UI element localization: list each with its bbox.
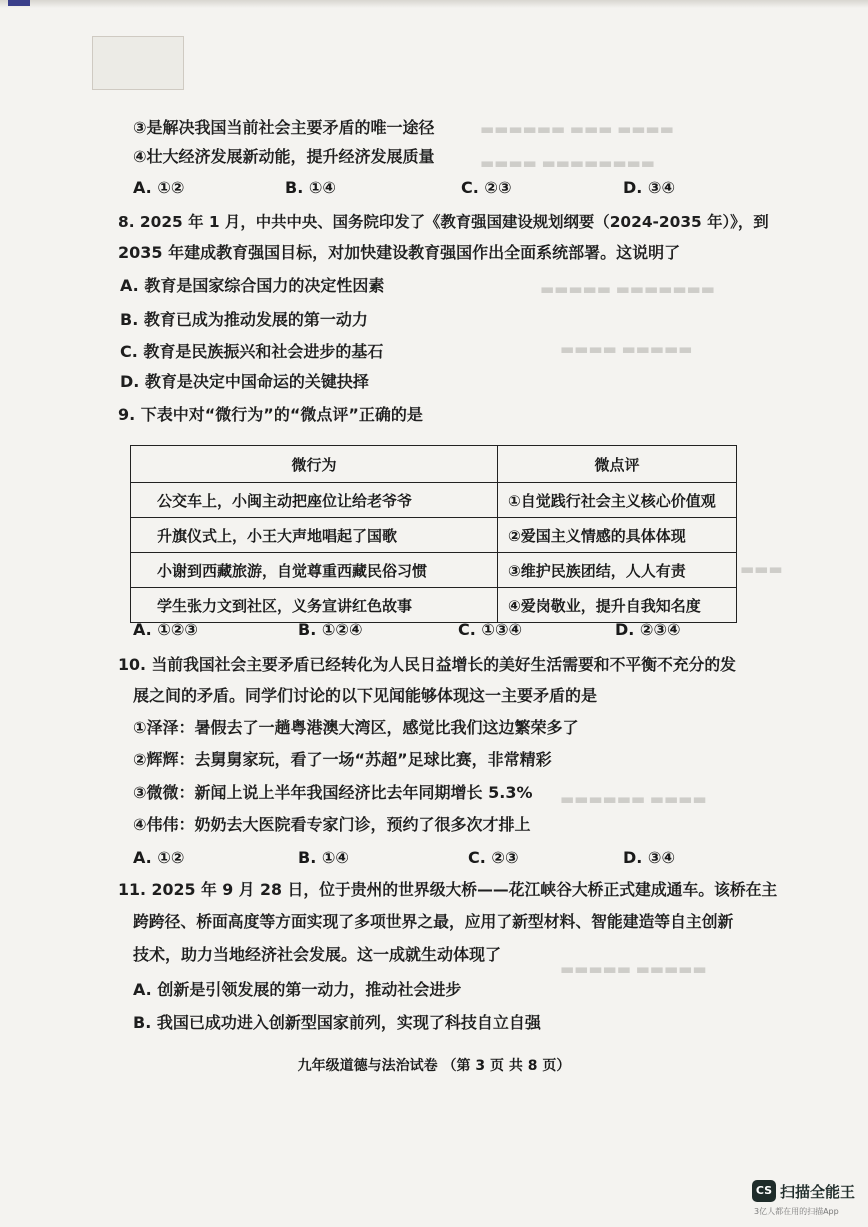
q9-choice-d: D. ②③④ [615,620,681,639]
table-cell: 升旗仪式上，小王大声地唱起了国歌 [131,518,498,553]
q8-stem-line-1: 8. 2025 年 1 月，中共中央、国务院印发了《教育强国建设规划纲要（2024-2035 年）》，到 [118,213,769,231]
bleed-through-text: ▬▬▬▬▬ ▬▬▬▬▬ [560,960,707,978]
table-cell: ②爱国主义情感的具体体现 [498,518,737,553]
table-cell: ③维护民族团结，人人有责 [498,553,737,588]
q10-item-1: ①泽泽：暑假去了一趟粤港澳大湾区，感觉比我们这边繁荣多了 [133,718,579,737]
table-row [131,553,737,588]
q10-choice-c: C. ②③ [468,848,519,867]
q9-choice-c: C. ①③④ [458,620,523,639]
q8-stem-line-2: 2035 年建成教育强国目标，对加快建设教育强国作出全面系统部署。这说明了 [118,243,681,262]
table-cell: ④爱岗敬业，提升自我知名度 [498,588,737,623]
table-cell: 小谢到西藏旅游，自觉尊重西藏民俗习惯 [131,553,498,588]
table-cell: 公交车上，小闽主动把座位让给老爷爷 [131,483,498,518]
q7-choice-b: B. ①④ [285,178,336,197]
table-row [131,588,737,623]
q8-option-b: B. 教育已成为推动发展的第一动力 [120,310,368,329]
table-row [131,483,737,518]
q9-choice-a: A. ①②③ [133,620,198,639]
q7-choices [133,178,733,200]
q11-stem-line-1: 11. 2025 年 9 月 28 日，位于贵州的世界级大桥——花江峡谷大桥正式建成通车。该桥在主 [118,880,778,899]
q10-choice-a: A. ①② [133,848,185,867]
camscanner-logo-icon: CS [752,1180,776,1202]
scanner-app-tagline: 3亿人都在用的扫描App [754,1207,839,1216]
bleed-through-text: ▬▬▬▬▬▬ ▬▬▬ ▬▬▬▬ [480,120,674,138]
q11-stem-line-2: 跨跨径、桥面高度等方面实现了多项世界之最，应用了新型材料、智能建造等自主创新 [133,912,734,931]
score-box [92,36,184,90]
table-cell: 学生张力文到社区，义务宣讲红色故事 [131,588,498,623]
q9-table [130,445,737,623]
q9-choice-b: B. ①②④ [298,620,363,639]
q10-item-2: ②辉辉：去舅舅家玩，看了一场“苏超”足球比赛，非常精彩 [133,750,552,769]
scan-corner-mark [8,0,30,6]
q7-choice-d: D. ③④ [623,178,676,197]
q7-choice-c: C. ②③ [461,178,512,197]
bleed-through-text: ▬▬▬ [740,560,783,578]
q9-table-header-row [131,446,737,483]
q11-stem-line-3: 技术，助力当地经济社会发展。这一成就生动体现了 [133,945,502,964]
q10-stem-line-2: 展之间的矛盾。同学们讨论的以下见闻能够体现这一主要矛盾的是 [133,686,598,705]
q8-option-d: D. 教育是决定中国命运的关键抉择 [120,372,369,391]
q9-header-behavior: 微行为 [131,446,498,483]
scanner-app-name: 扫描全能王 [780,1183,856,1201]
table-row [131,518,737,553]
q7-choice-a: A. ①② [133,178,185,197]
q9-stem: 9. 下表中对“微行为”的“微点评”正确的是 [118,405,423,424]
q10-choices [133,848,753,870]
q10-stem-line-1: 10. 当前我国社会主要矛盾已经转化为人民日益增长的美好生活需要和不平衡不充分的发 [118,655,736,674]
q10-item-4: ④伟伟：奶奶去大医院看专家门诊，预约了很多次才排上 [133,815,531,834]
q10-choice-b: B. ①④ [298,848,349,867]
q8-option-a: A. 教育是国家综合国力的决定性因素 [120,276,385,295]
q10-choice-d: D. ③④ [623,848,676,867]
q9-header-comment: 微点评 [498,446,737,483]
scan-edge [0,0,868,8]
q11-option-b: B. 我国已成功进入创新型国家前列，实现了科技自立自强 [133,1013,541,1032]
page-footer: 九年级道德与法治试卷 （第 3 页 共 8 页） [297,1058,571,1074]
scanner-watermark [752,1178,856,1220]
bleed-through-text: ▬▬▬▬ ▬▬▬▬▬▬▬▬ [480,154,655,172]
bleed-through-text: ▬▬▬▬▬▬ ▬▬▬▬ [560,790,707,808]
q7-option-4: ④壮大经济发展新动能，提升经济发展质量 [133,147,435,166]
bleed-through-text: ▬▬▬▬▬ ▬▬▬▬▬▬▬ [540,280,715,298]
q9-choices [133,620,753,642]
q10-item-3: ③微微：新闻上说上半年我国经济比去年同期增长 5.3% [133,783,533,802]
bleed-through-text: ▬▬▬▬ ▬▬▬▬▬ [560,340,693,358]
table-cell: ①自觉践行社会主义核心价值观 [498,483,737,518]
q11-option-a: A. 创新是引领发展的第一动力，推动社会进步 [133,980,462,999]
q8-option-c: C. 教育是民族振兴和社会进步的基石 [120,342,384,361]
q7-option-3: ③是解决我国当前社会主要矛盾的唯一途径 [133,118,435,137]
